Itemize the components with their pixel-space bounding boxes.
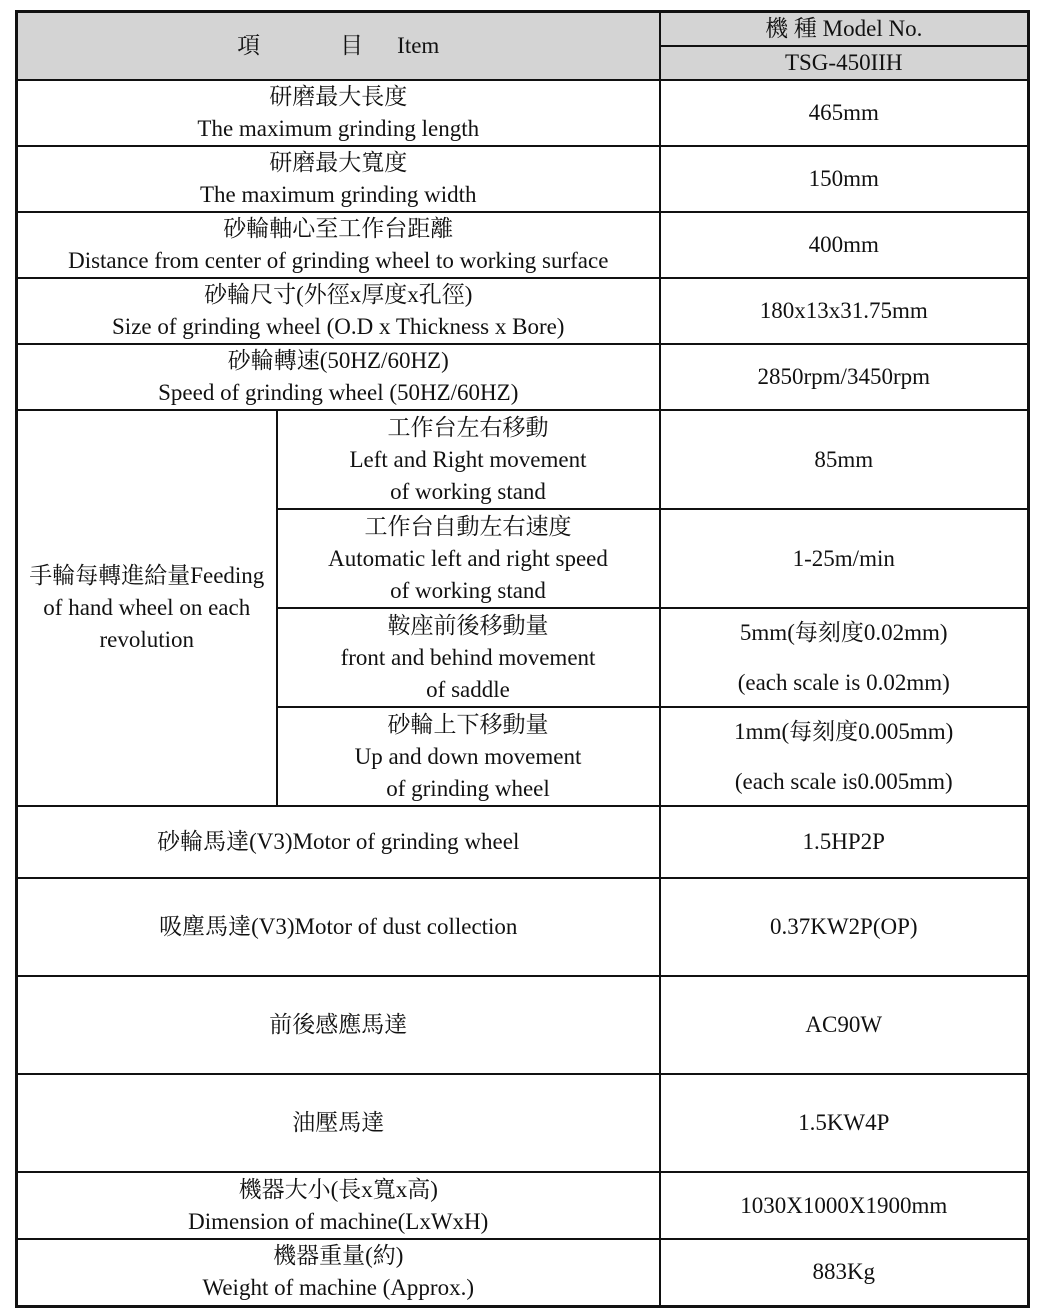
row-label-cell [17,1172,660,1239]
row-label-cell [17,146,660,212]
table-row [17,344,1029,410]
row-label-en: Speed of grinding wheel (50HZ/60HZ) [158,380,519,405]
table-row [17,1172,1029,1239]
row-label-cell [17,80,660,146]
row-label-zh: 機器重量(約) [273,1243,404,1269]
row-label-en: Size of grinding wheel (O.D x Thickness x Bore) [112,314,565,339]
sub-item-value-cell [660,608,1029,707]
sub-item-en1: Up and down movement [354,743,582,769]
motor-label: 吸塵馬達(V3)Motor of dust collection [17,878,660,976]
row-label-en: Distance from center of grinding wheel to working surface [68,248,609,273]
sub-item-en2: of working stand [390,577,546,603]
table-row [17,278,1029,344]
row-value: 150mm [660,146,1029,212]
motor-label: 前後感應馬達 [17,976,660,1074]
header-item-cell [17,12,660,81]
feeding-label-line2: of hand wheel on each [43,595,251,620]
table-row [17,1074,1029,1172]
sub-item-cell [277,509,660,608]
sub-item-cell [277,608,660,707]
row-label-cell [17,344,660,410]
motor-value: 1.5KW4P [660,1074,1029,1172]
sub-item-zh: 工作台左右移動 [387,414,549,440]
row-value: 400mm [660,212,1029,278]
feeding-group-label [17,410,277,806]
motor-value: AC90W [660,976,1029,1074]
row-label-en: Weight of machine (Approx.) [202,1275,474,1301]
row-label-zh: 機器大小(長x寬x高) [238,1176,438,1202]
sub-item-en2: of saddle [426,676,510,702]
sub-item-en1: Automatic left and right speed [328,545,608,571]
sub-item-en2: of grinding wheel [386,775,550,801]
motor-label: 油壓馬達 [17,1074,660,1172]
motor-value: 0.37KW2P(OP) [660,878,1029,976]
sub-item-value: 1-25m/min [660,509,1029,608]
sub-item-en2: of working stand [390,478,546,504]
header-item-zh-2: 目 [340,33,364,58]
motor-label: 砂輪馬達(V3)Motor of grinding wheel [17,806,660,878]
row-label-en: The maximum grinding length [197,116,480,141]
sub-item-zh: 工作台自動左右速度 [364,513,572,539]
sub-item-value-line2: (each scale is 0.02mm) [737,669,950,695]
row-value: 180x13x31.75mm [660,278,1029,344]
table-row [17,410,1029,509]
sub-item-en1: front and behind movement [340,644,596,670]
table-row [17,976,1029,1074]
sub-item-value-line1: 5mm(每刻度0.02mm) [739,619,948,645]
table-row [17,146,1029,212]
row-value: 465mm [660,80,1029,146]
sub-item-value: 85mm [660,410,1029,509]
row-label-zh: 砂輪尺寸(外徑x厚度x孔徑) [204,282,473,307]
row-label-en: Dimension of machine(LxWxH) [188,1208,489,1234]
table-row [17,878,1029,976]
table-row [17,806,1029,878]
header-item-en: Item [397,33,440,58]
table-row [17,1239,1029,1306]
row-label-en: The maximum grinding width [199,182,477,207]
row-value: 2850rpm/3450rpm [660,344,1029,410]
row-label-cell [17,212,660,278]
header-row [17,12,1029,47]
row-label-zh: 砂輪軸心至工作台距離 [223,216,454,241]
row-value: 1030X1000X1900mm [660,1172,1029,1239]
table-row [17,80,1029,146]
sub-item-zh: 砂輪上下移動量 [387,711,549,737]
table-row [17,212,1029,278]
sub-item-cell [277,707,660,806]
row-label-zh: 研磨最大長度 [269,84,408,109]
sub-item-zh: 鞍座前後移動量 [387,612,549,638]
header-item-zh-1: 項 [237,33,261,58]
sub-item-value-cell [660,707,1029,806]
sub-item-cell [277,410,660,509]
feeding-label-line3: revolution [99,627,195,652]
row-value: 883Kg [660,1239,1029,1306]
row-label-cell [17,278,660,344]
row-label-zh: 研磨最大寬度 [269,150,408,175]
feeding-label-line1: 手輪每轉進給量Feeding [29,563,265,588]
sub-item-value-line2: (each scale is0.005mm) [734,768,953,794]
header-model-value: TSG-450IIH [660,46,1029,80]
motor-value: 1.5HP2P [660,806,1029,878]
spec-table [15,10,1030,1308]
row-label-zh: 砂輪轉速(50HZ/60HZ) [227,348,449,373]
header-model-label: 機 種 Model No. [660,12,1029,47]
sub-item-value-line1: 1mm(每刻度0.005mm) [734,718,954,744]
row-label-cell [17,1239,660,1306]
sub-item-en1: Left and Right movement [349,446,587,472]
